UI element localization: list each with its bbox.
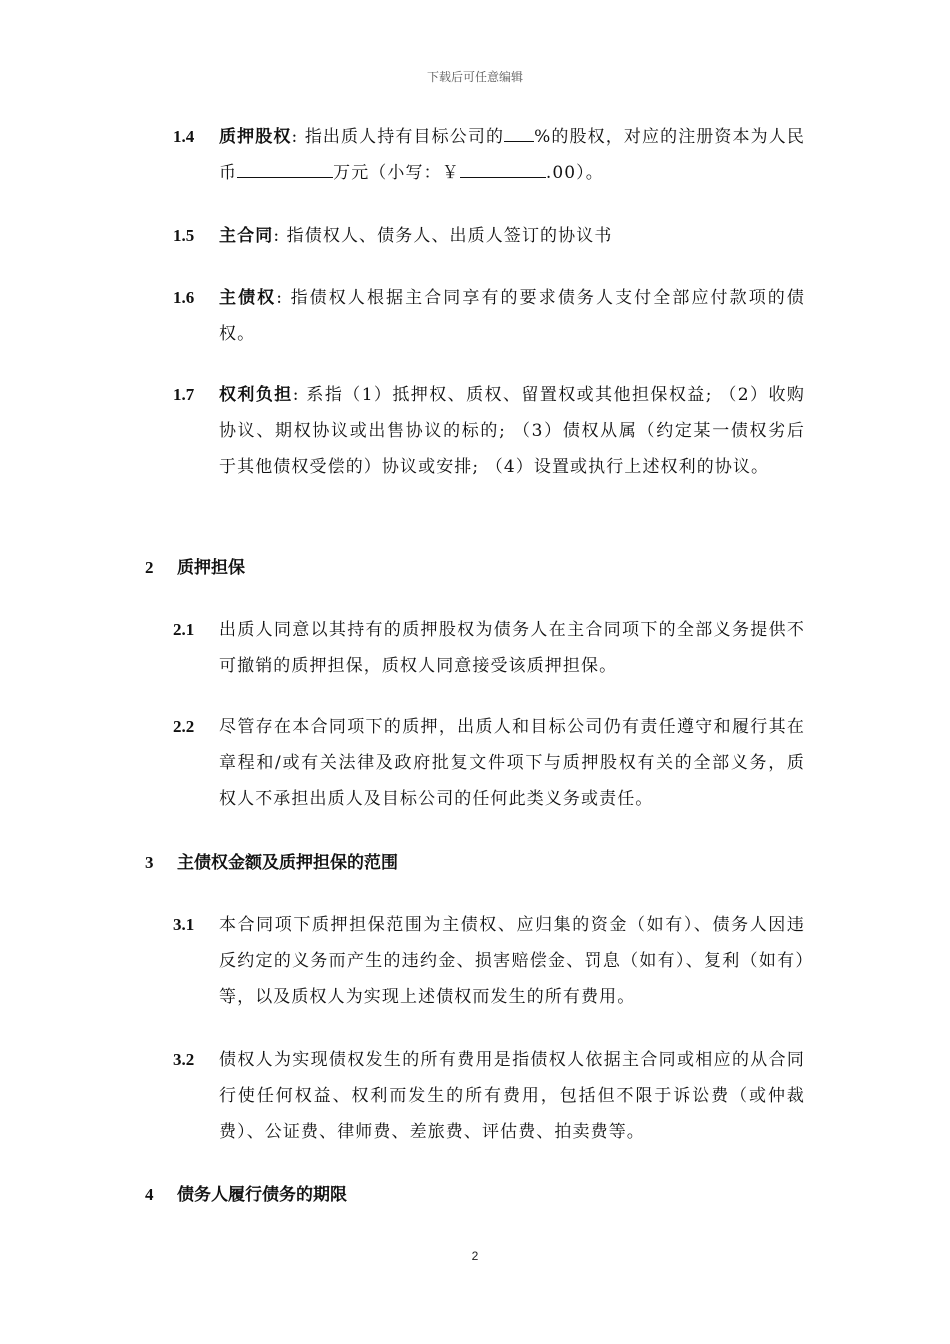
clause-body: 尽管存在本合同项下的质押，出质人和目标公司仍有责任遵守和履行其在章程和/或有关法律及政府批复文件项下与质押股权有关的全部义务，质权人不承担出质人及目标公司的任何此类义务或责任。 <box>219 717 805 809</box>
clause-number: 2.1 <box>173 620 195 639</box>
clause-number: 1.7 <box>173 385 195 404</box>
clause-body <box>219 119 805 191</box>
clause-number: 1.5 <box>173 226 195 245</box>
clause-body <box>219 218 805 254</box>
amount-numeric-blank <box>460 157 546 178</box>
section-title: 债务人履行债务的期限 <box>177 1185 347 1205</box>
section-title: 主债权金额及质押担保的范围 <box>177 853 398 873</box>
section-number: 2 <box>145 558 154 577</box>
section-3-heading <box>145 845 398 881</box>
section-2-heading <box>145 550 245 586</box>
clause-1-4 <box>173 119 813 191</box>
clause-text: .00）。 <box>545 163 604 183</box>
percent-blank <box>504 121 534 142</box>
clause-number: 2.2 <box>173 717 195 736</box>
defined-term: 主债权 <box>219 288 277 308</box>
clause-number: 3.2 <box>173 1050 195 1069</box>
section-4-heading <box>145 1177 347 1213</box>
clause-body: 债权人为实现债权发生的所有费用是指债权人依据主合同或相应的从合同行使任何权益、权利而发生的所有费用，包括但不限于诉讼费（或仲裁费）、公证费、律师费、差旅费、评估费、拍卖费等。 <box>219 1050 805 1142</box>
clause-2-1 <box>173 612 813 684</box>
clause-text: : 指债权人、债务人、出质人签订的协议书 <box>273 226 613 246</box>
section-title: 质押担保 <box>177 558 245 578</box>
clause-2-2 <box>173 709 813 817</box>
clause-text: : 指债权人根据主合同享有的要求债务人支付全部应付款项的债权。 <box>219 288 805 344</box>
section-number: 4 <box>145 1185 154 1204</box>
clause-body <box>219 377 805 485</box>
page-header: 下载后可任意编辑 <box>426 70 523 84</box>
clause-text: : 系指（1）抵押权、质权、留置权或其他担保权益; （2）收购协议、期权协议或出售协议的标的; （3）债权从属（约定某一债权劣后于其他债权受偿的）协议或安排; （4）设置或执行上述权利的协议。 <box>219 385 805 477</box>
clause-1-6 <box>173 280 813 352</box>
clause-number: 1.6 <box>173 288 195 307</box>
clause-number: 1.4 <box>173 127 195 146</box>
defined-term: 主合同 <box>219 226 274 246</box>
clause-text: : 指出质人持有目标公司的 <box>291 127 505 147</box>
clause-body: 出质人同意以其持有的质押股权为债务人在主合同项下的全部义务提供不可撤销的质押担保，质权人同意接受该质押担保。 <box>219 620 805 676</box>
defined-term: 质押股权 <box>219 127 292 147</box>
clause-3-2 <box>173 1042 813 1150</box>
amount-blank <box>237 157 333 178</box>
defined-term: 权利负担 <box>219 385 293 405</box>
section-number: 3 <box>145 853 154 872</box>
clause-1-7 <box>173 377 813 485</box>
clause-text: %的股权，对应的注册资本为人民币 <box>219 127 805 183</box>
clause-number: 3.1 <box>173 915 195 934</box>
clause-1-5 <box>173 218 813 254</box>
clause-text: 万元（小写：￥ <box>333 163 460 183</box>
clause-body <box>219 280 805 352</box>
page-number: 2 <box>471 1249 479 1263</box>
clause-body: 本合同项下质押担保范围为主债权、应归集的资金（如有）、债务人因违反约定的义务而产生的违约金、损害赔偿金、罚息（如有）、复利（如有）等，以及质权人为实现上述债权而发生的所有费用。 <box>219 915 805 1007</box>
clause-3-1 <box>173 907 813 1015</box>
